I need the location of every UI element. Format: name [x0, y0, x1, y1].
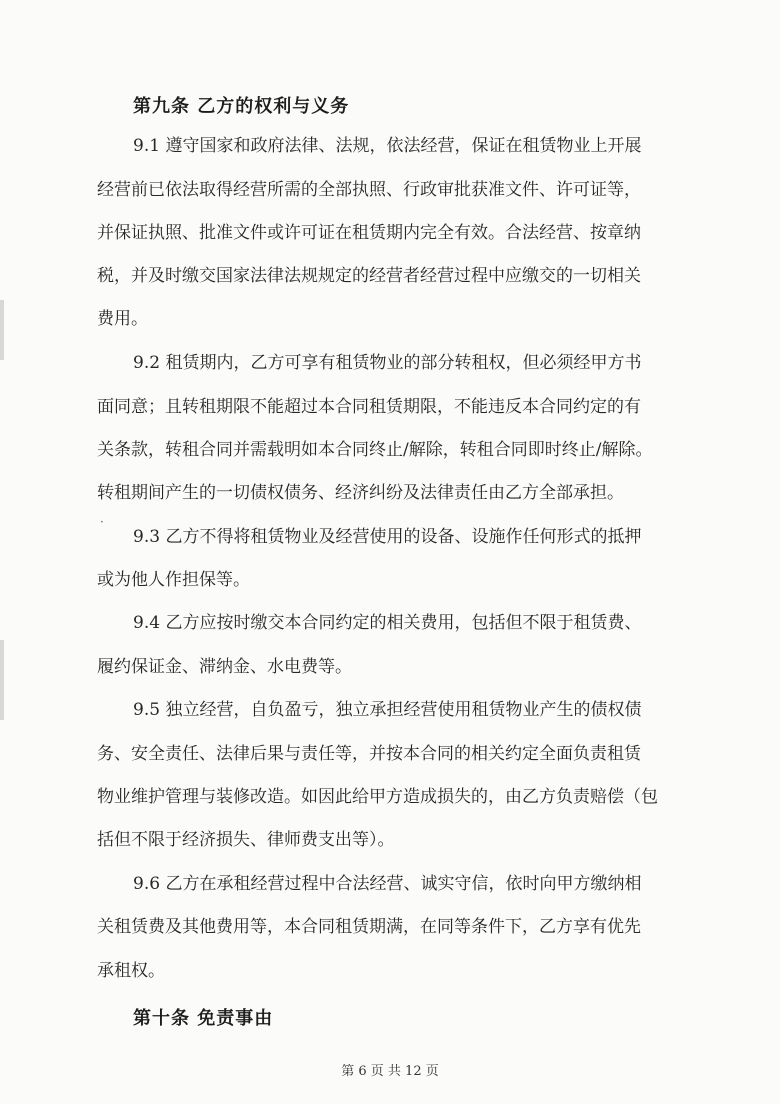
text-line: 9.6 乙方在承租经营过程中合法经营、诚实守信，依时向甲方缴纳相 — [133, 874, 642, 894]
text-line: 费用。 — [97, 309, 148, 329]
text-line: 转租期间产生的一切债权债务、经济纠纷及法律责任由乙方全部承担。 — [97, 483, 624, 503]
text-line: 或为他人作担保等。 — [97, 570, 250, 590]
text-line: 经营前已依法取得经营所需的全部执照、行政审批获准文件、许可证等， — [97, 180, 641, 200]
section-heading-10: 第十条 免责事由 — [133, 1008, 274, 1029]
scan-edge-mark — [0, 300, 4, 360]
text-line: 9.4 乙方应按时缴交本合同约定的相关费用，包括但不限于租赁费、 — [133, 613, 642, 633]
text-line: 9.5 独立经营，自负盈亏，独立承担经营使用租赁物业产生的债权债 — [133, 700, 642, 720]
text-line: 9.2 租赁期内，乙方可享有租赁物业的部分转租权，但必须经甲方书 — [133, 353, 642, 373]
text-line: 面同意；且转租期限不能超过本合同租赁期限，不能违反本合同约定的有 — [97, 397, 641, 417]
section-heading-9: 第九条 乙方的权利与义务 — [133, 96, 350, 117]
page-footer: 第 6 页 共 12 页 — [341, 1064, 439, 1079]
margin-dot: · — [100, 515, 104, 529]
scan-edge-mark — [0, 640, 4, 720]
text-line: 承租权。 — [97, 961, 165, 981]
text-line: 履约保证金、滞纳金、水电费等。 — [97, 657, 352, 677]
text-line: 并保证执照、批准文件或许可证在租赁期内完全有效。合法经营、按章纳 — [97, 223, 641, 243]
text-line: 关条款，转租合同并需载明如本合同终止/解除，转租合同即时终止/解除。 — [97, 440, 653, 460]
text-line: 关租赁费及其他费用等，本合同租赁期满，在同等条件下，乙方享有优先 — [97, 917, 641, 937]
text-line: 物业维护管理与装修改造。如因此给甲方造成损失的，由乙方负责赔偿（包 — [97, 787, 658, 807]
text-line: 括但不限于经济损失、律师费支出等）。 — [97, 830, 395, 850]
text-line: 9.3 乙方不得将租赁物业及经营使用的设备、设施作任何形式的抵押 — [133, 527, 642, 547]
text-line: 务、安全责任、法律后果与责任等，并按本合同的相关约定全面负责租赁 — [97, 744, 641, 764]
text-line: 税，并及时缴交国家法律法规规定的经营者经营过程中应缴交的一切相关 — [97, 266, 641, 286]
text-line: 9.1 遵守国家和政府法律、法规，依法经营，保证在租赁物业上开展 — [133, 136, 642, 156]
